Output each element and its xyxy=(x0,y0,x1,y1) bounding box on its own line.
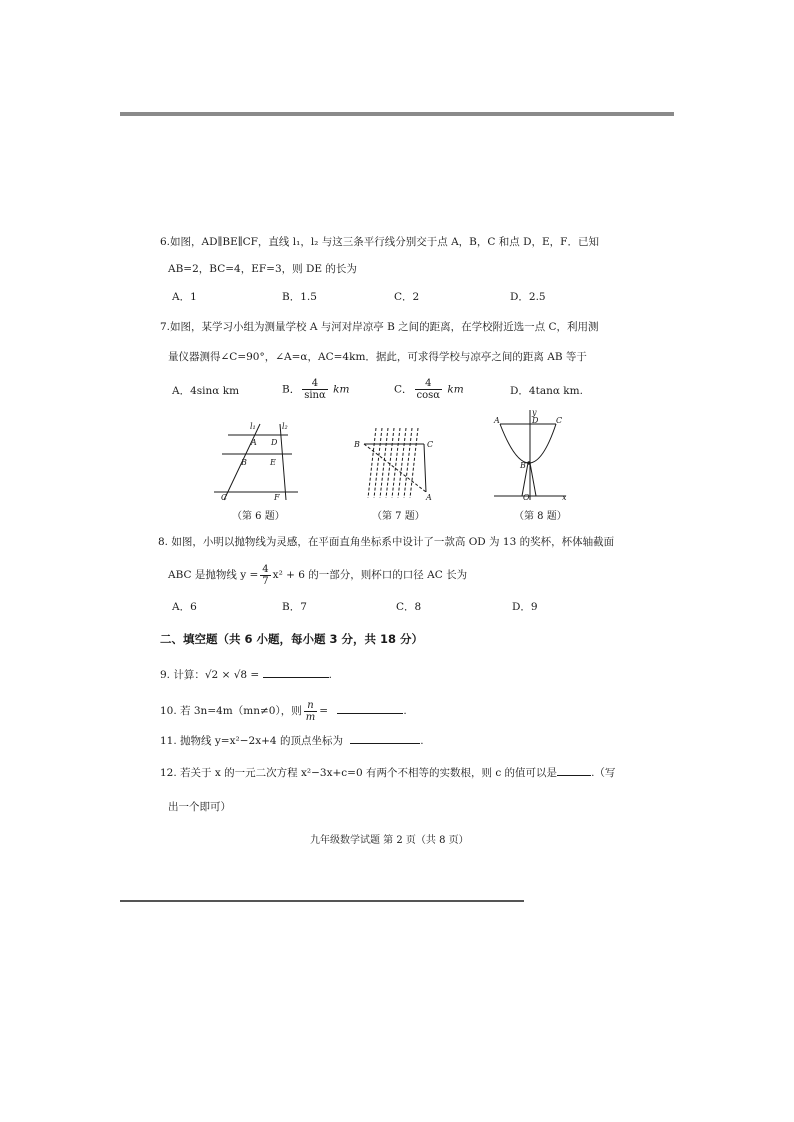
figure-8-caption: （第 8 题） xyxy=(514,511,567,522)
figure-7-diagram xyxy=(350,424,440,504)
figure-8-diagram xyxy=(492,406,572,502)
q8-option-d: D．9 xyxy=(512,601,538,613)
q7-option-c-label: C． xyxy=(394,383,413,396)
page-footer: 九年级数学试题 第 2 页（共 8 页） xyxy=(310,835,469,846)
q12-line1 xyxy=(160,766,615,780)
q6-option-b: B．1.5 xyxy=(282,291,317,303)
q11-answer-blank[interactable] xyxy=(350,743,420,744)
q7-line2: 量仪器测得∠C=90°，∠A=α，AC=4km．据此，可求得学校与凉亭之间的距离 AB 等于 xyxy=(168,351,587,363)
fig8-label-d: D xyxy=(532,416,539,425)
q7-line1: 7.如图，某学习小组为测量学校 A 与河对岸凉亭 B 之间的距离，在学校附近选一点 C，利用测 xyxy=(160,321,599,333)
q9 xyxy=(160,668,332,682)
q7-option-b-fraction xyxy=(302,378,328,401)
q10-fraction xyxy=(304,700,317,723)
fig7-label-a: A xyxy=(426,493,432,502)
q8-line2 xyxy=(168,560,467,590)
q10-fraction-den: m xyxy=(305,711,316,723)
fig8-label-y: y xyxy=(532,408,537,417)
q8-fraction-den: 7 xyxy=(262,575,269,587)
q6-line1: 6.如图，AD∥BE∥CF，直线 l₁，l₂ 与这三条平行线分别交于点 A，B，C 和点 D，E，F．已知 xyxy=(160,236,599,248)
q7-option-c-unit: km xyxy=(447,383,464,396)
q12-line1-end: .（写 xyxy=(591,767,616,779)
q10 xyxy=(160,696,407,726)
q7-option-b-unit: km xyxy=(333,383,350,396)
q10-pre: 10. 若 3n=4m（mn≠0），则 xyxy=(160,705,302,717)
fig7-label-b: B xyxy=(354,440,360,449)
fig6-label-c: C xyxy=(221,493,228,502)
q9-text: 9. 计算：√2 × √8 = xyxy=(160,669,260,681)
fig7-segment-ca xyxy=(424,444,426,492)
q7-option-b-den: sinα xyxy=(304,390,326,401)
q12-line2: 出一个即可） xyxy=(168,801,231,813)
fig6-label-b: B xyxy=(241,458,247,467)
q7-option-a: A．4sinα km xyxy=(172,385,240,397)
q7-option-c xyxy=(394,378,464,401)
fig6-label-f: F xyxy=(274,493,280,502)
q12-line1-text: 12. 若关于 x 的一元二次方程 x²−3x+c=0 有两个不相等的实数根，则 c 的值可以是 xyxy=(160,767,558,779)
q8-line2-post: x² + 6 的一部分，则杯口的口径 AC 长为 xyxy=(272,569,468,581)
fig8-label-c: C xyxy=(556,416,563,425)
fig8-label-x: x xyxy=(562,493,567,502)
q9-end: . xyxy=(328,669,332,681)
q12-answer-blank[interactable] xyxy=(557,775,591,776)
q8-option-a: A．6 xyxy=(172,601,197,613)
q11-text: 11. 抛物线 y=x²−2x+4 的顶点坐标为 xyxy=(160,735,343,747)
q6-line2: AB=2，BC=4，EF=3，则 DE 的长为 xyxy=(168,263,357,275)
fig8-label-b: B xyxy=(520,461,526,470)
fig6-label-l2: l₂ xyxy=(282,422,288,431)
fig8-point-b xyxy=(527,461,531,465)
fig6-label-e: E xyxy=(270,458,276,467)
fig6-label-a: A xyxy=(251,438,257,447)
q8-fraction xyxy=(260,564,270,587)
q7-option-d: D．4tanα km. xyxy=(510,385,583,397)
figure-6-caption: （第 6 题） xyxy=(232,511,285,522)
q6-option-a: A．1 xyxy=(172,291,197,303)
fig8-label-a: A xyxy=(494,416,500,425)
q10-fraction-num: n xyxy=(307,699,314,711)
fig6-label-l1: l₁ xyxy=(250,422,256,431)
q8-option-b: B．7 xyxy=(282,601,307,613)
q7-option-b-label: B． xyxy=(282,383,301,396)
bottom-rule xyxy=(120,900,524,902)
q8-fraction-num: 4 xyxy=(262,563,269,575)
fig8-parabola xyxy=(500,424,556,463)
section-2-title: 二、填空题（共 6 小题，每小题 3 分，共 18 分） xyxy=(160,632,424,646)
figure-7-caption: （第 7 题） xyxy=(372,511,425,522)
q10-answer-blank[interactable] xyxy=(337,713,403,714)
q8-line1: 8. 如图，小明以抛物线为灵感，在平面直角坐标系中设计了一款高 OD 为 13 的奖杯，杯体轴截面 xyxy=(158,536,615,548)
fig7-river-hatching xyxy=(368,428,418,498)
fig8-stem-right xyxy=(530,463,536,496)
fig6-label-d: D xyxy=(271,438,278,447)
q7-option-c-num: 4 xyxy=(425,378,432,389)
top-rule xyxy=(120,112,674,116)
q7-option-b xyxy=(282,378,349,401)
q11 xyxy=(160,734,424,748)
fig7-label-c: C xyxy=(427,440,434,449)
q7-option-c-den: cosα xyxy=(416,390,441,401)
q9-answer-blank[interactable] xyxy=(263,677,329,678)
q10-end: . xyxy=(403,705,407,717)
q10-eq: = xyxy=(319,705,328,717)
q7-option-c-fraction xyxy=(415,378,443,401)
fig8-label-o: O xyxy=(523,493,530,502)
q6-option-d: D．2.5 xyxy=(510,291,546,303)
figure-6-diagram xyxy=(208,420,304,508)
q8-option-c: C．8 xyxy=(396,601,422,613)
q11-end: . xyxy=(420,735,424,747)
q6-option-c: C．2 xyxy=(394,291,420,303)
q8-line2-pre: ABC 是抛物线 y = xyxy=(168,569,259,581)
q7-option-b-num: 4 xyxy=(311,378,319,389)
